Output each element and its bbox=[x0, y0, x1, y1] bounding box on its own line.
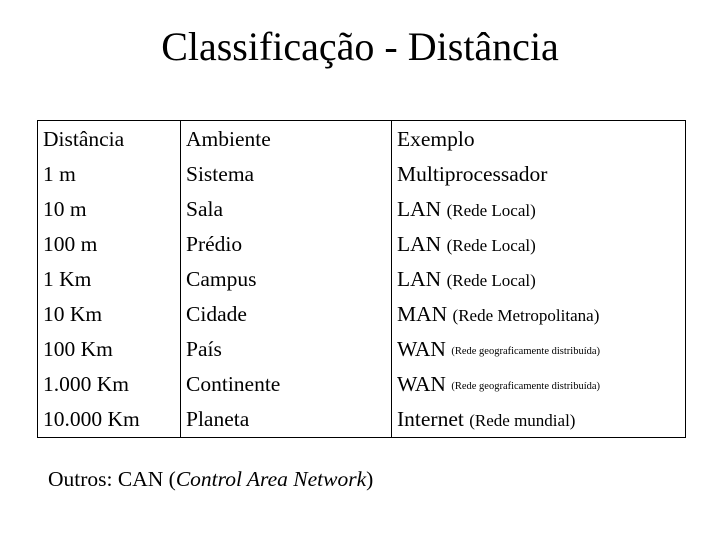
cell-environment: País bbox=[181, 332, 392, 367]
table-row bbox=[38, 157, 686, 192]
table-row bbox=[38, 262, 686, 297]
example-detail: (Rede Local) bbox=[446, 271, 536, 290]
table-header-row bbox=[38, 121, 686, 158]
cell-example bbox=[392, 297, 686, 332]
example-name: LAN bbox=[397, 267, 447, 291]
example-name: WAN bbox=[397, 372, 452, 396]
table-row bbox=[38, 297, 686, 332]
cell-environment: Campus bbox=[181, 262, 392, 297]
cell-example bbox=[392, 227, 686, 262]
example-detail: (Rede mundial) bbox=[469, 411, 576, 430]
example-detail: (Rede Local) bbox=[446, 201, 536, 220]
cell-environment: Sala bbox=[181, 192, 392, 227]
table-row bbox=[38, 227, 686, 262]
cell-distance: 10 Km bbox=[38, 297, 181, 332]
footnote bbox=[48, 467, 373, 492]
header-environment: Ambiente bbox=[181, 121, 392, 158]
footnote-expansion: Control Area Network bbox=[175, 467, 367, 491]
example-detail: (Rede geograficamente distribuída) bbox=[451, 381, 601, 392]
footnote-prefix: Outros: CAN ( bbox=[48, 467, 176, 491]
slide-title: Classificação - Distância bbox=[161, 24, 559, 69]
table-row bbox=[38, 192, 686, 227]
cell-example bbox=[392, 402, 686, 438]
cell-example bbox=[392, 262, 686, 297]
example-name: MAN bbox=[397, 302, 453, 326]
cell-example bbox=[392, 192, 686, 227]
cell-environment: Planeta bbox=[181, 402, 392, 438]
cell-distance: 100 m bbox=[38, 227, 181, 262]
cell-distance: 1.000 Km bbox=[38, 367, 181, 402]
example-detail: (Rede Local) bbox=[446, 236, 536, 255]
cell-distance: 1 Km bbox=[38, 262, 181, 297]
cell-distance: 10.000 Km bbox=[38, 402, 181, 438]
cell-distance: 10 m bbox=[38, 192, 181, 227]
cell-example bbox=[392, 367, 686, 402]
cell-environment: Cidade bbox=[181, 297, 392, 332]
cell-environment: Continente bbox=[181, 367, 392, 402]
cell-environment: Prédio bbox=[181, 227, 392, 262]
example-name: LAN bbox=[397, 197, 447, 221]
example-name: WAN bbox=[397, 337, 452, 361]
example-name: Multiprocessador bbox=[397, 162, 548, 186]
example-name: LAN bbox=[397, 232, 447, 256]
example-name: Internet bbox=[397, 407, 470, 431]
cell-distance: 100 Km bbox=[38, 332, 181, 367]
cell-distance: 1 m bbox=[38, 157, 181, 192]
cell-environment: Sistema bbox=[181, 157, 392, 192]
cell-example bbox=[392, 157, 686, 192]
cell-example bbox=[392, 332, 686, 367]
table-row bbox=[38, 332, 686, 367]
example-detail: (Rede geograficamente distribuída) bbox=[451, 346, 601, 357]
footnote-suffix: ) bbox=[366, 467, 374, 491]
header-example: Exemplo bbox=[392, 121, 686, 158]
table-row bbox=[38, 402, 686, 438]
example-detail: (Rede Metropolitana) bbox=[452, 306, 600, 325]
distance-classification-table bbox=[37, 120, 686, 438]
header-distance: Distância bbox=[38, 121, 181, 158]
table-row bbox=[38, 367, 686, 402]
